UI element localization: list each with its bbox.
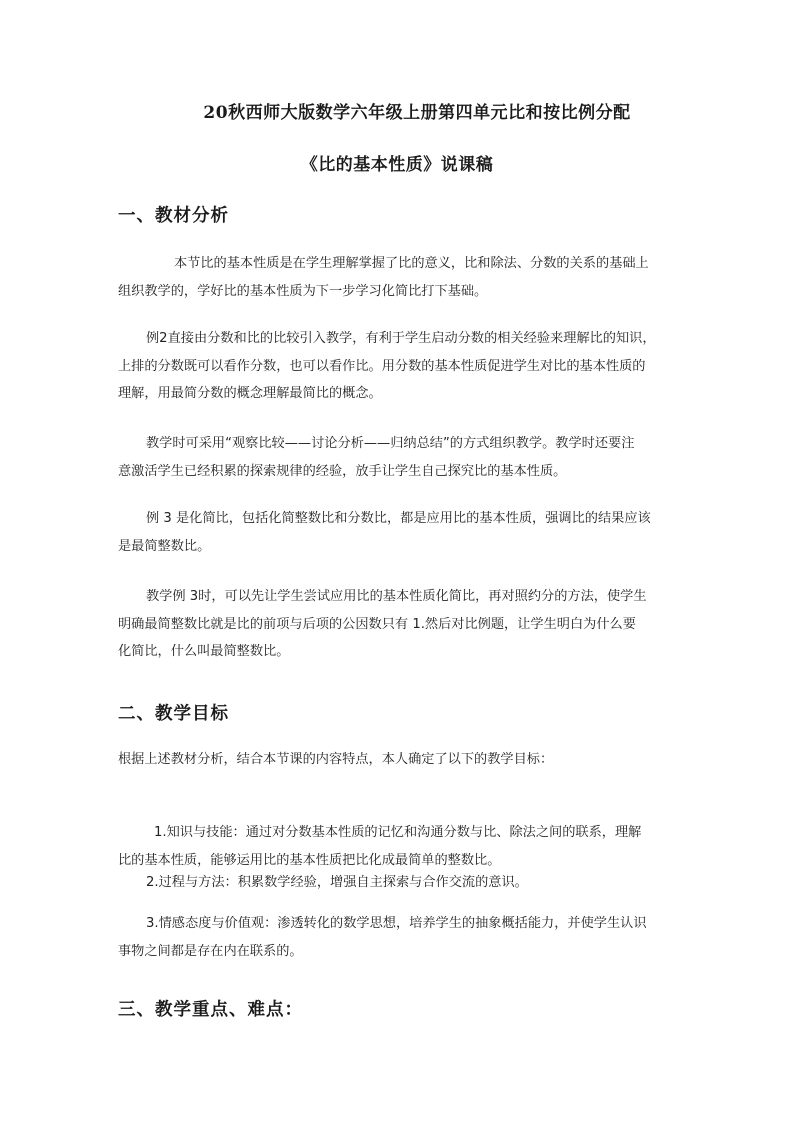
paragraph-line: 例 3 是化简比，包括化简整数比和分数比，都是应用比的基本性质，强调比的结果应该: [146, 511, 651, 526]
paragraph-line: 本节比的基本性质是在学生理解掌握了比的意义，比和除法、分数的关系的基础上: [174, 256, 649, 271]
paragraph: [118, 910, 680, 965]
paragraph: [118, 746, 680, 774]
paragraph: [118, 583, 680, 666]
document-subtitle: 《比的基本性质》说课稿: [300, 155, 494, 175]
paragraph-line: 事物之间都是存在内在联系的。: [118, 943, 303, 959]
paragraph-line: 根据上述教材分析，结合本节课的内容特点，本人确定了以下的教学目标：: [118, 752, 554, 767]
paragraph-line: 理解，用最简分数的概念理解最简比的概念。: [118, 386, 382, 401]
section-heading-materials: 一、教材分析: [118, 206, 229, 226]
paragraph: [118, 250, 680, 305]
paragraph-line: 明确最简整数比就是比的前项与后项的公因数只有 1.然后对比例题，让学生明白为什么要: [118, 616, 636, 632]
paragraph-line: 3.情感态度与价值观：渗透转化的数学思想，培养学生的抽象概括能力，并使学生认识: [146, 916, 647, 931]
paragraph-line: 组织教学的，学好比的基本性质为下一步学习化简比打下基础。: [118, 283, 488, 299]
paragraph-line: 2.过程与方法：积累数学经验，增强自主探索与合作交流的意识。: [146, 875, 528, 890]
paragraph-line: 是最简整数比。: [118, 538, 211, 554]
paragraph-line: 教学时可采用“观察比较——讨论分析——归纳总结”的方式组织教学。教学时还要注: [146, 436, 635, 451]
paragraph-line: 比的基本性质，能够运用比的基本性质把比化成最简单的整数比。: [118, 852, 501, 868]
paragraph-line: 教学例 3时，可以先让学生尝试应用比的基本性质化简比，再对照约分的方法，使学生: [146, 589, 647, 604]
paragraph: [118, 819, 680, 874]
section-heading-key-points: 三、教学重点、难点：: [118, 1000, 303, 1020]
paragraph: [118, 325, 680, 408]
paragraph-line: 例2直接由分数和比的比较引入教学，有利于学生启动分数的相关经验来理解比的知识，: [146, 331, 656, 346]
paragraph-line: 上排的分数既可以看作分数，也可以看作比。用分数的基本性质促进学生对比的基本性质的: [118, 358, 646, 374]
paragraph-line: 意激活学生已经积累的探索规律的经验，放手让学生自己探究比的基本性质。: [118, 463, 567, 479]
paragraph: [118, 505, 680, 560]
paragraph-line: 化简比，什么叫最简整数比。: [118, 644, 290, 659]
section-heading-objectives: 二、教学目标: [118, 704, 229, 724]
paragraph-line: 1.知识与技能：通过对分数基本性质的记忆和沟通分数与比、除法之间的联系，理解: [154, 825, 642, 840]
paragraph: [118, 869, 680, 897]
paragraph: [118, 430, 680, 485]
document-title: 20秋西师大版数学六年级上册第四单元比和按比例分配: [203, 103, 631, 123]
